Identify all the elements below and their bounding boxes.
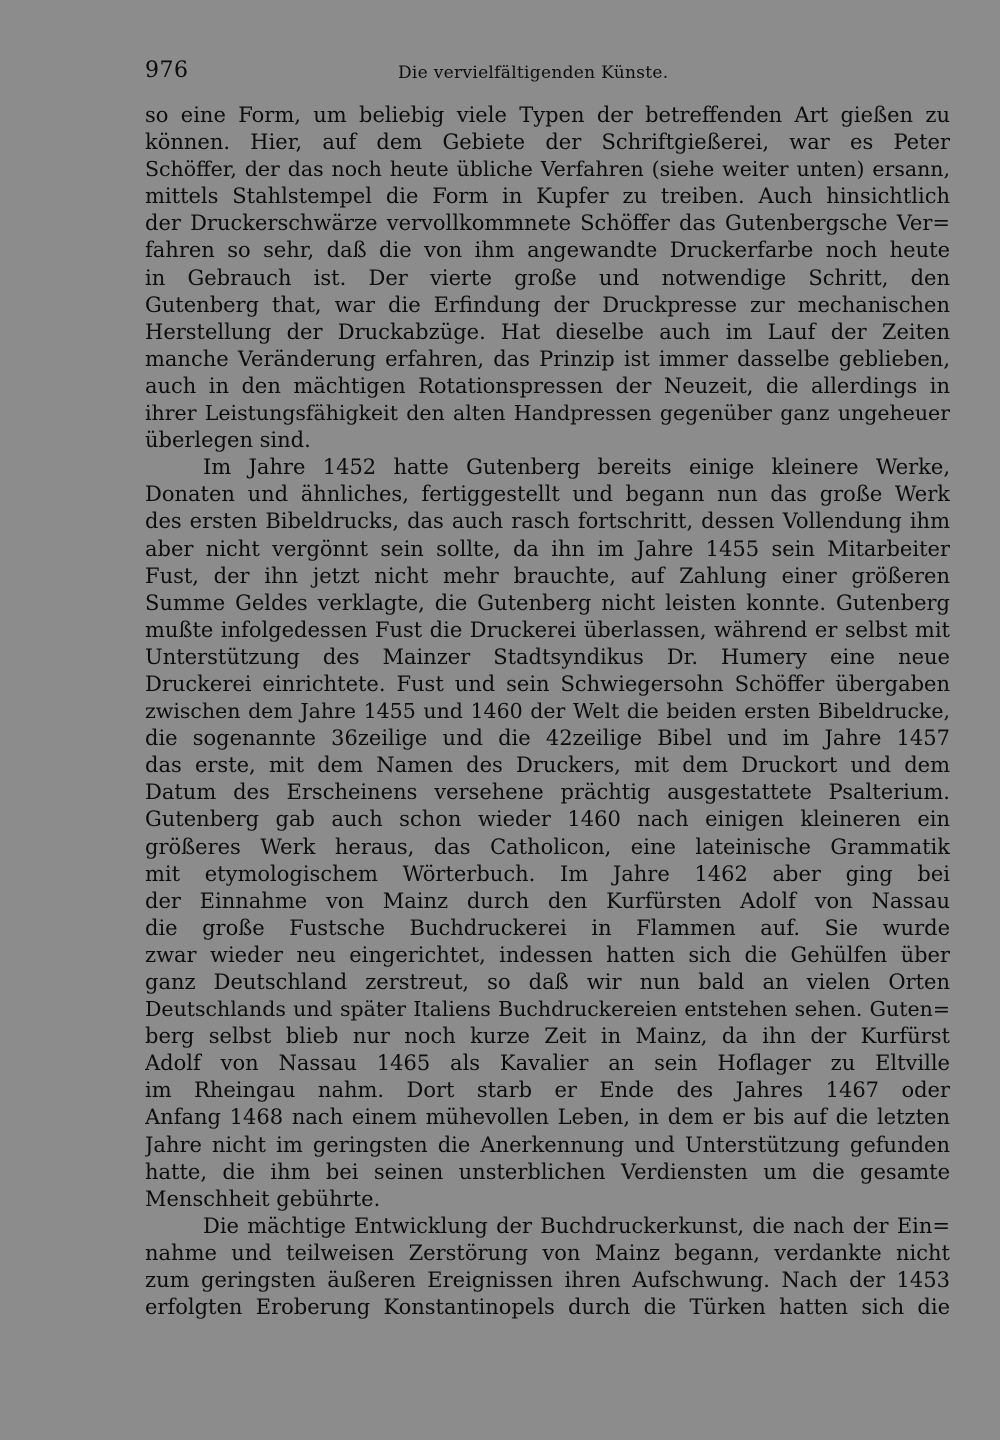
page-number: 976 — [145, 58, 189, 83]
text-line: mit etymologischem Wörterbuch. Im Jahre 1462 aber ging bei — [145, 861, 950, 886]
text-line: erfolgten Eroberung Konstantinopels durch die Türken hatten sich die — [145, 1295, 950, 1320]
book-page — [145, 58, 950, 1321]
text-line: größeres Werk heraus, das Catholicon, eine lateinische Grammatik — [145, 834, 950, 859]
text-line: zwar wieder neu eingerichtet, indessen hatten sich die Gehülfen über — [145, 942, 950, 967]
text-line: berg selbst blieb nur noch kurze Zeit in Mainz, da ihn der Kurfürst — [145, 1024, 950, 1049]
text-line: Deutschlands und später Italiens Buchdruckereien entstehen sehen. Guten= — [145, 997, 950, 1022]
text-line: fahren so sehr, daß die von ihm angewandte Druckerfarbe noch heute — [145, 238, 950, 263]
text-line: Donaten und ähnliches, fertiggestellt und begann nun das große Werk — [145, 482, 950, 507]
text-line: der Druckerschwärze vervollkommnete Schöffer das Gutenbergsche Ver= — [145, 211, 950, 236]
text-line: des ersten Bibeldrucks, das auch rasch fortschritt, dessen Vollendung ihm — [145, 509, 950, 534]
text-line: die große Fustsche Buchdruckerei in Flammen auf. Sie wurde — [145, 915, 950, 940]
text-line: aber nicht vergönnt sein sollte, da ihn im Jahre 1455 sein Mitarbeiter — [145, 536, 950, 561]
text-line: mittels Stahlstempel die Form in Kupfer zu treiben. Auch hinsichtlich — [145, 184, 950, 209]
text-line: Summe Geldes verklagte, die Gutenberg nicht leisten konnte. Gutenberg — [145, 590, 950, 615]
text-line: Schöffer, der das noch heute übliche Verfahren (siehe weiter unten) ersann, — [145, 157, 950, 182]
text-line: der Einnahme von Mainz durch den Kurfürsten Adolf von Nassau — [145, 888, 950, 913]
text-line: Die mächtige Entwicklung der Buchdruckerkunst, die nach der Ein= — [203, 1213, 950, 1238]
text-line: überlegen sind. — [145, 428, 311, 453]
text-line: auch in den mächtigen Rotationspressen der Neuzeit, die allerdings in — [145, 373, 950, 398]
text-line: Herstellung der Druckabzüge. Hat dieselbe auch im Lauf der Zeiten — [145, 319, 950, 344]
text-line: Datum des Erscheinens versehene prächtig ausgestattete Psalterium. — [145, 780, 950, 805]
text-line: Druckerei einrichtete. Fust und sein Schwiegersohn Schöffer übergaben — [145, 671, 950, 696]
running-head: Die vervielfältigenden Künste. — [398, 63, 669, 83]
text-line: ihrer Leistungsfähigkeit den alten Handpressen gegenüber ganz ungeheuer — [145, 401, 950, 426]
text-line: nahme und teilweisen Zerstörung von Mainz begann, verdankte nicht — [145, 1240, 950, 1265]
text-line: Jahre nicht im geringsten die Anerkennung und Unterstützung gefunden — [145, 1132, 950, 1157]
text-line: zum geringsten äußeren Ereignissen ihren Aufschwung. Nach der 1453 — [145, 1268, 950, 1293]
text-line: in Gebrauch ist. Der vierte große und notwendige Schritt, den — [145, 265, 950, 290]
body-text — [145, 102, 950, 1321]
text-line: so eine Form, um beliebig viele Typen der betreffenden Art gießen zu — [145, 103, 950, 127]
text-line: zwischen dem Jahre 1455 und 1460 der Welt die beiden ersten Bibeldrucke, — [145, 699, 950, 724]
text-line: manche Veränderung erfahren, das Prinzip ist immer dasselbe geblieben, — [145, 346, 950, 371]
page-header — [145, 58, 950, 102]
text-line: Anfang 1468 nach einem mühevollen Leben, in dem er bis auf die letzten — [145, 1105, 950, 1130]
text-line: das erste, mit dem Namen des Druckers, mit dem Druckort und dem — [145, 753, 950, 778]
text-line: die sogenannte 36zeilige und die 42zeilige Bibel und im Jahre 1457 — [145, 726, 950, 751]
text-line: ganz Deutschland zerstreut, so daß wir nun bald an vielen Orten — [145, 970, 950, 994]
text-line: Fust, der ihn jetzt nicht mehr brauchte, auf Zahlung einer größeren — [145, 563, 950, 588]
text-line: können. Hier, auf dem Gebiete der Schriftgießerei, war es Peter — [145, 130, 950, 155]
text-line: hatte, die ihm bei seinen unsterblichen Verdiensten um die gesamte — [145, 1159, 950, 1184]
text-line: Im Jahre 1452 hatte Gutenberg bereits einige kleinere Werke, — [203, 455, 950, 480]
text-line: mußte infolgedessen Fust die Druckerei überlassen, während er selbst mit — [145, 617, 950, 642]
text-line: Gutenberg that, war die Erfindung der Druckpresse zur mechanischen — [145, 292, 950, 317]
text-line: im Rheingau nahm. Dort starb er Ende des Jahres 1467 oder — [145, 1078, 950, 1103]
text-line: Menschheit gebührte. — [145, 1186, 381, 1211]
text-line: Adolf von Nassau 1465 als Kavalier an sein Hoflager zu Eltville — [145, 1051, 950, 1076]
text-line: Unterstützung des Mainzer Stadtsyndikus Dr. Humery eine neue — [145, 644, 950, 669]
text-line: Gutenberg gab auch schon wieder 1460 nach einigen kleineren ein — [145, 807, 950, 832]
